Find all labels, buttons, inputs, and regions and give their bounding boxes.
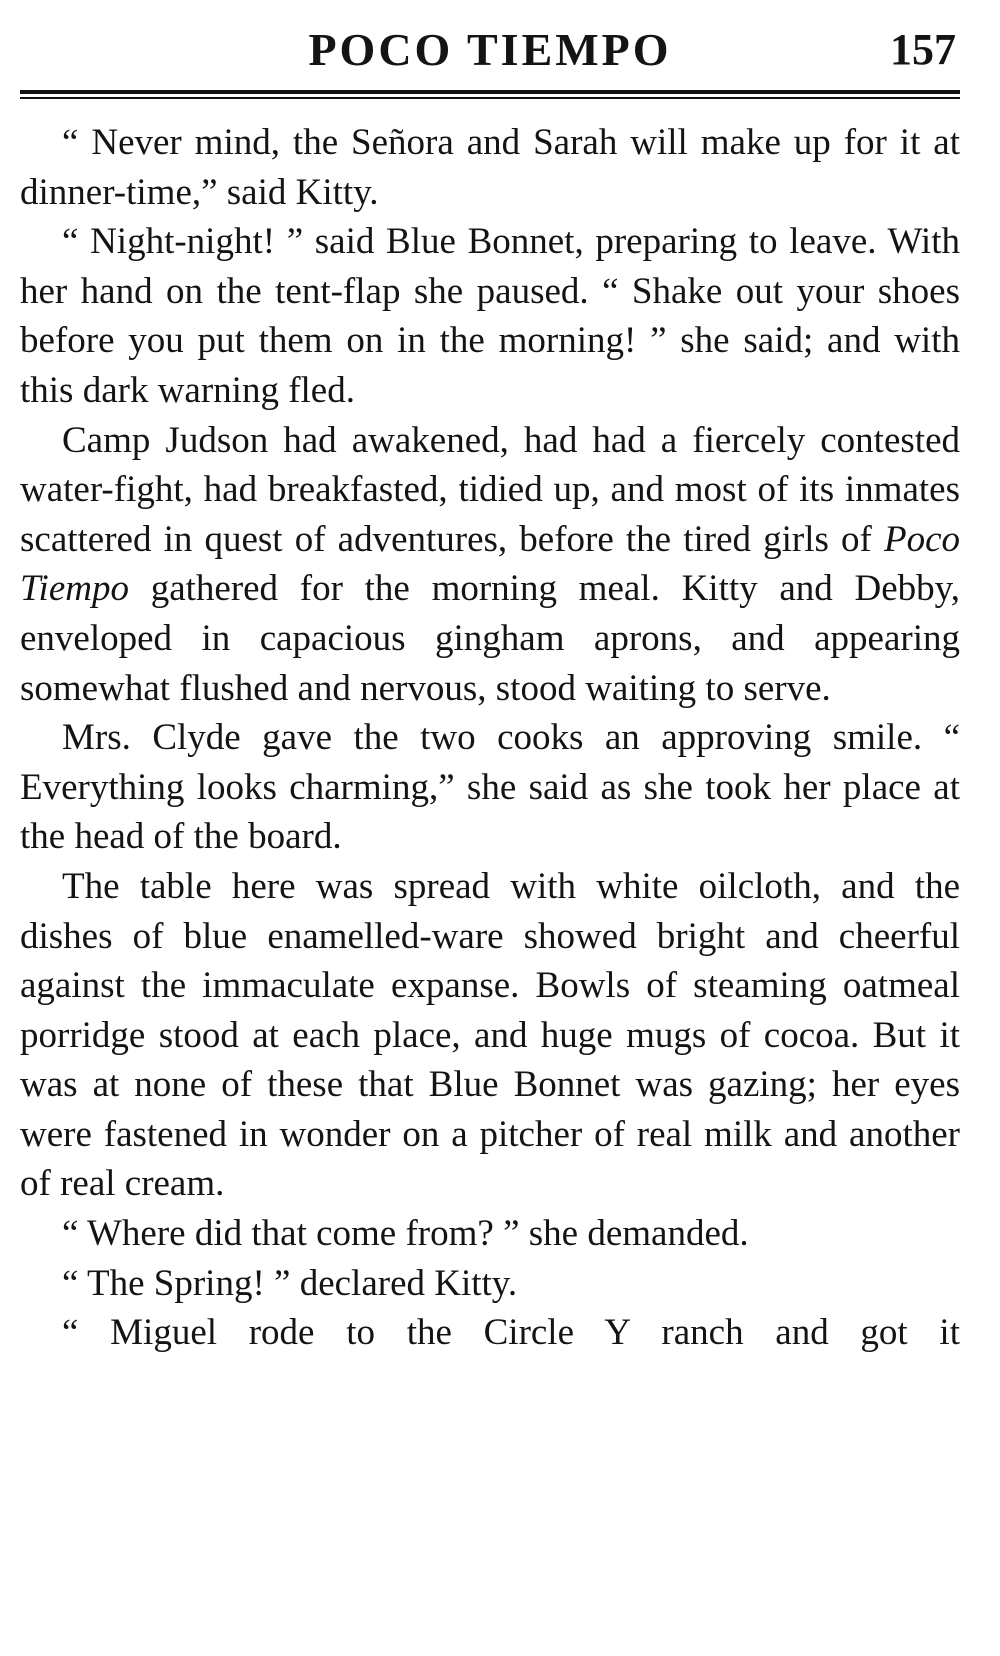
book-page [20, 0, 960, 1656]
italic-title: Poco Tiempo [20, 518, 960, 610]
page-number: 157 [890, 25, 956, 74]
paragraph: “ Miguel rode to the Circle Y ranch and got it [62, 1312, 960, 1354]
body-text [20, 118, 960, 1358]
paragraph: “ Never mind, the Señora and Sarah will make up for it at dinner-time,” said Kitty. [20, 122, 960, 213]
paragraph: “ Where did that come from? ” she demanded. [62, 1213, 749, 1255]
running-title: POCO TIEMPO [308, 24, 672, 75]
paragraph-text: Camp Judson had awakened, had had a fiercely contested water-fight, had breakfasted, tidied up, and most of its inmates scattered in quest of adventures, before the tired girls of [20, 419, 960, 560]
paragraph: Mrs. Clyde gave the two cooks an approving smile. “ Everything looks charming,” she said as she took her place at the head of the board. [20, 717, 960, 858]
paragraph: The table here was spread with white oilcloth, and the dishes of blue enamelled-ware showed bright and cheerful against the immaculate expanse. Bowls of steaming oatmeal porridge stood at each place, and huge mugs of cocoa. But it was at none of these that Blue Bonnet was gazing; her eyes were fastened in wonder on a pitcher of real milk and another of real cream. [20, 865, 960, 1205]
paragraph [20, 416, 960, 714]
header-rule-thick [20, 90, 960, 94]
page-header [20, 12, 960, 82]
paragraph: “ Night-night! ” said Blue Bonnet, preparing to leave. With her hand on the tent-flap she paused. “ Shake out your shoes before you put them on in the morning! ” she said; and with this dark warning fled. [20, 221, 960, 411]
paragraph-text: gathered for the morning meal. Kitty and Debby, enveloped in capacious gingham aprons, and appearing somewhat flushed and nervous, stood waiting to serve. [20, 568, 960, 709]
paragraph: “ The Spring! ” declared Kitty. [62, 1262, 518, 1304]
header-rule-thin [20, 97, 960, 99]
